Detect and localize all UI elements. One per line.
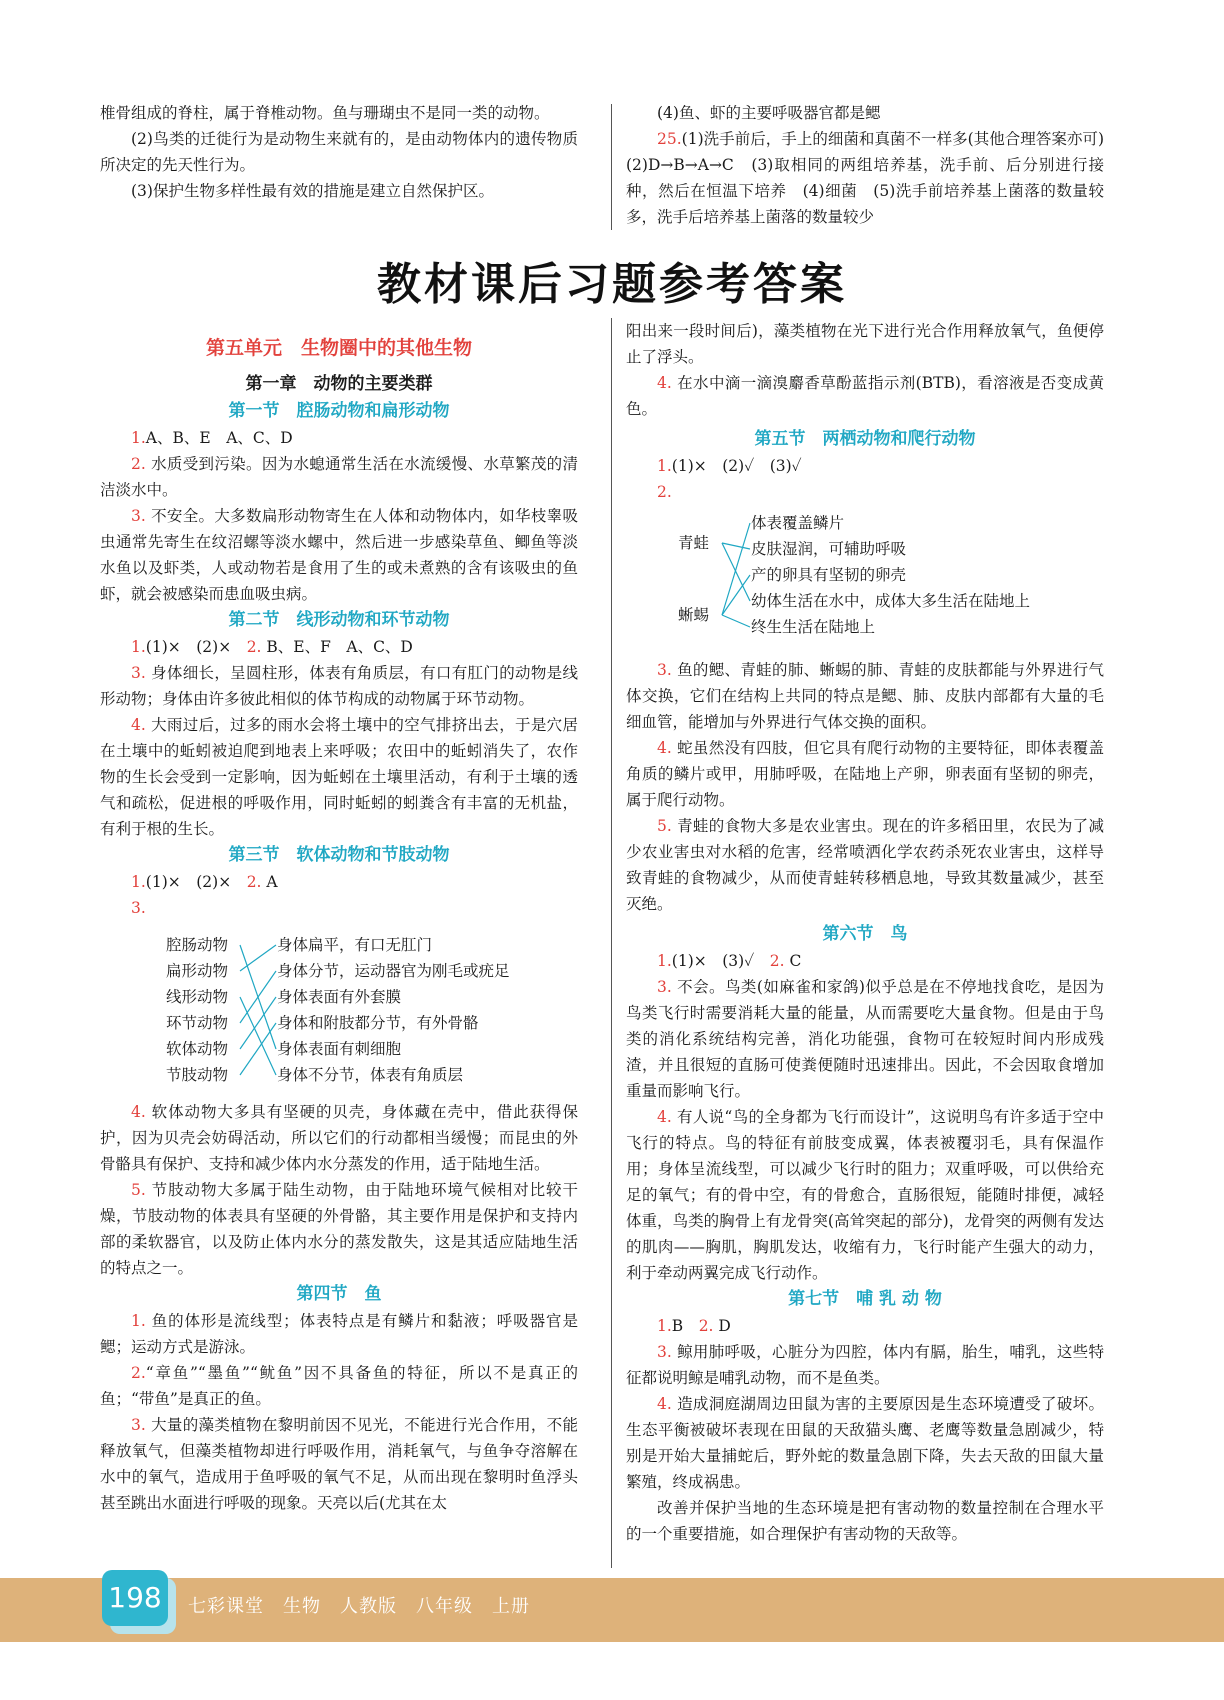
s2-a1-num: 1. bbox=[131, 638, 146, 656]
s3-a5-num: 5. bbox=[131, 1181, 146, 1199]
top-left-column bbox=[100, 100, 578, 204]
s1-answer-2 bbox=[100, 451, 578, 503]
match2-left-lizard: 蜥蜴 bbox=[678, 606, 710, 624]
s6-a4-text: 有人说“鸟的全身都为飞行而设计”，这说明鸟有许多适于空中飞行的特点。鸟的特征有前肢变成翼，体表被覆羽毛，具有保温作用；身体呈流线型，可以减少飞行时的阻力；双重呼吸，可以供给充足的氧气；有的骨中空，有的骨愈合，直肠很短，能随时排便，减轻体重，鸟类的胸骨上有龙骨突(高耸突起的部分)，龙骨突的两侧有发达的肌肉——胸肌，胸肌发达，收缩有力，飞行时能产生强大的动力，利于牵动两翼完成飞行动作。 bbox=[626, 1108, 1104, 1282]
main-column-divider bbox=[611, 318, 612, 1568]
match-right-3: 身体表面有外套膜 bbox=[277, 988, 402, 1006]
s4-a4-num: 4. bbox=[657, 374, 672, 392]
s5-a1-num: 1. bbox=[657, 457, 672, 475]
section-2-title: 第二节 线形动物和环节动物 bbox=[228, 610, 450, 630]
right-column bbox=[626, 318, 1104, 1547]
amphibian-reptile-diagram bbox=[626, 507, 1104, 651]
s6-a3-num: 3. bbox=[657, 978, 672, 996]
s3-a1-text: (1)× (2)× bbox=[145, 873, 247, 891]
section-5-title: 第五节 两栖动物和爬行动物 bbox=[754, 429, 976, 449]
s4-a1-text: 鱼的体形是流线型；体表特点是有鳞片和黏液；呼吸器官是鳃；运动方式是游泳。 bbox=[100, 1312, 578, 1356]
section-3-title: 第三节 软体动物和节肢动物 bbox=[228, 845, 450, 865]
s2-a1-text: (1)× (2)× bbox=[145, 638, 247, 656]
top-left-p2: (2)鸟类的迁徙行为是动物生来就有的，是由动物体内的遗传物质所决定的先天性行为。 bbox=[100, 130, 578, 174]
match2-left-frog: 青蛙 bbox=[678, 534, 710, 552]
s4-a2-num: 2. bbox=[131, 1364, 146, 1382]
s5-a4-text: 蛇虽然没有四肢，但它具有爬行动物的主要特征，即体表覆盖角质的鳞片或甲，用肺呼吸，在陆地上产卵，卵表面有坚韧的卵壳，属于爬行动物。 bbox=[626, 739, 1104, 809]
s5-answer-2 bbox=[626, 479, 1104, 505]
s6-a2-num: 2. bbox=[769, 952, 785, 970]
s3-a4-num: 4. bbox=[131, 1103, 146, 1121]
s5-a5-text: 青蛙的食物大多是农业害虫。现在的许多稻田里，农民为了减少农业害虫对水稻的危害，经常喷洒化学农药杀死农业害虫，这样导致青蛙的食物减少，从而使青蛙转移栖息地，导致其数量减少，甚至灭绝。 bbox=[626, 817, 1104, 913]
s3-a2-text: A bbox=[266, 873, 278, 891]
s2-a3-num: 3. bbox=[131, 664, 146, 682]
match2-right-4: 幼体生活在水中，成体大多生活在陆地上 bbox=[751, 592, 1031, 610]
s4-answer-4 bbox=[626, 370, 1104, 422]
s4-a3-text: 大量的藻类植物在黎明前因不见光，不能进行光合作用，不能释放氧气，但藻类植物却进行呼吸作用，消耗氧气，与鱼争夺溶解在水中的氧气，造成用于鱼呼吸的氧气不足，从而出现在黎明时鱼浮头甚至跳出水面进行呼吸的现象。天亮以后(尤其在太 bbox=[100, 1416, 578, 1512]
match-left-6: 节肢动物 bbox=[166, 1066, 229, 1084]
s3-a4-text: 软体动物大多具有坚硬的贝壳，身体藏在壳中，借此获得保护，因为贝壳会妨碍活动，所以它们的行动都相当缓慢；而昆虫的外骨骼具有保护、支持和减少体内水分蒸发的作用，适于陆地生活。 bbox=[100, 1103, 578, 1173]
s2-a3-text: 身体细长，呈圆柱形，体表有角质层，有口有肛门的动物是线形动物；身体由许多彼此相似的体节构成的动物属于环节动物。 bbox=[100, 664, 578, 708]
s4-a2-text: “章鱼”“墨鱼”“鱿鱼”因不具备鱼的特征，所以不是真正的鱼；“带鱼”是真正的鱼。 bbox=[100, 1364, 578, 1408]
match-right-2: 身体分节，运动器官为刚毛或疣足 bbox=[277, 962, 510, 980]
match2-right-5: 终生生活在陆地上 bbox=[751, 618, 876, 636]
match-left-4: 环节动物 bbox=[166, 1014, 229, 1032]
section-1-title: 第一节 腔肠动物和扁形动物 bbox=[228, 401, 450, 421]
s6-a1-num: 1. bbox=[657, 952, 672, 970]
s3-answer-4 bbox=[100, 1099, 578, 1177]
s3-a1-num: 1. bbox=[131, 873, 146, 891]
q25-text: (1)洗手前后，手上的细菌和真菌不一样多(其他合理答案亦可) (2)D→B→A→C (3)取相同的两组培养基，洗手前、后分别进行接种，然后在恒温下培养 (4)细菌 (5)洗手前培养基上菌落的数量较多，洗手后培养基上菌落的数量较少 bbox=[626, 130, 1120, 226]
s4-answer-2 bbox=[100, 1360, 578, 1412]
s3-a3-num: 3. bbox=[131, 899, 146, 917]
section-4-title: 第四节 鱼 bbox=[296, 1284, 382, 1304]
s7-a1-text: B bbox=[671, 1317, 699, 1335]
footer-band bbox=[0, 1578, 1224, 1642]
s4-a4-text: 在水中滴一滴溴麝香草酚蓝指示剂(BTB)，看溶液是否变成黄色。 bbox=[626, 374, 1105, 418]
s5-a4-num: 4. bbox=[657, 739, 672, 757]
match-right-4: 身体和附肢都分节，有外骨骼 bbox=[277, 1014, 479, 1032]
match-right-5: 身体表面有刺细胞 bbox=[277, 1040, 402, 1058]
left-column bbox=[100, 326, 578, 1516]
s2-answer-1 bbox=[100, 634, 578, 660]
s5-a5-num: 5. bbox=[657, 817, 672, 835]
s6-answer-3 bbox=[626, 974, 1104, 1104]
match-line-4 bbox=[240, 971, 276, 1023]
section-6-title: 第六节 鸟 bbox=[822, 924, 908, 944]
s5-answer-4 bbox=[626, 735, 1104, 813]
match-right-1: 身体扁平，有口无肛门 bbox=[277, 936, 433, 954]
s1-a3-text: 不安全。大多数扁形动物寄生在人体和动物体内，如华枝睾吸虫通常先寄生在纹沼螺等淡水螺中，然后进一步感染草鱼、鲫鱼等淡水鱼以及虾类，人或动物若是食用了生的或未煮熟的含有该吸虫的鱼虾，就会被感染而患血吸虫病。 bbox=[100, 507, 578, 603]
s7-a4-text: 造成洞庭湖周边田鼠为害的主要原因是生态环境遭受了破坏。生态平衡被破坏表现在田鼠的天敌猫头鹰、老鹰等数量急剧减少，特别是开始大量捕蛇后，野外蛇的数量急剧下降，失去天敌的田鼠大量繁殖，终成祸患。 bbox=[626, 1395, 1104, 1491]
s7-a1-num: 1. bbox=[657, 1317, 672, 1335]
s6-a3-text: 不会。鸟类(如麻雀和家鸽)似乎总是在不停地找食吃，是因为鸟类飞行时需要消耗大量的能量，从而需要吃大量食物。但是由于鸟类的消化系统结构完善，消化功能强，食物可在较短时间内形成残渣，并且很短的直肠可使粪便随时迅速排出。因此，不会因取食增加重量而影响飞行。 bbox=[626, 978, 1104, 1100]
s3-answer-1 bbox=[100, 869, 578, 895]
match2-line-4 bbox=[722, 575, 750, 615]
s2-a4-text: 大雨过后，过多的雨水会将土壤中的空气排挤出去，于是穴居在土壤中的蚯蚓被迫爬到地表上来呼吸；农田中的蚯蚓消失了，农作物的生长会受到一定影响，因为蚯蚓在土壤里活动，有利于土壤的透气和疏松，促进根的呼吸作用，同时蚯蚓的蚓粪含有丰富的无机盐，有利于根的生长。 bbox=[100, 716, 578, 838]
s7-a2-text: D bbox=[718, 1317, 731, 1335]
s7-a3-num: 3. bbox=[657, 1343, 672, 1361]
top-right-column bbox=[626, 100, 1120, 230]
s1-a1-num: 1. bbox=[131, 429, 146, 447]
match-line-3 bbox=[240, 997, 276, 1075]
s3-a5-text: 节肢动物大多属于陆生动物，由于陆地环境气候相对比较干燥，节肢动物的体表具有坚硬的外骨骼，其主要作用是保护和支持内部的柔软器官，以及防止体内水分的蒸发散失，这是其适应陆地生活的特点之一。 bbox=[100, 1181, 578, 1277]
s5-answer-5 bbox=[626, 813, 1104, 917]
s4-a3-num: 3. bbox=[131, 1416, 146, 1434]
q25-number: 25. bbox=[657, 130, 682, 148]
match-left-5: 软体动物 bbox=[166, 1040, 229, 1058]
s7-a4-num: 4. bbox=[657, 1395, 672, 1413]
s2-answer-4 bbox=[100, 712, 578, 842]
s5-a3-text: 鱼的鳃、青蛙的肺、蜥蜴的肺、青蛙的皮肤都能与外界进行气体交换，它们在结构上共同的特点是鳃、肺、皮肤内部都有大量的毛细血管，能增加与外界进行气体交换的面积。 bbox=[626, 661, 1104, 731]
s7-a3-text: 鲸用肺呼吸，心脏分为四腔，体内有膈，胎生，哺乳，这些特征都说明鲸是哺乳动物，而不是鱼类。 bbox=[626, 1343, 1104, 1387]
match2-line-3 bbox=[722, 523, 750, 615]
match-left-1: 腔肠动物 bbox=[166, 936, 229, 954]
match-line-6 bbox=[240, 1023, 276, 1075]
s6-answer-1 bbox=[626, 948, 1104, 974]
match2-right-3: 产的卵具有坚韧的卵壳 bbox=[751, 566, 907, 584]
s5-a1-text: (1)× (2)✓ (3)✓ bbox=[671, 457, 802, 475]
match2-lines bbox=[626, 507, 1104, 651]
s3-answer-5 bbox=[100, 1177, 578, 1281]
match-left-2: 扁形动物 bbox=[166, 962, 229, 980]
s5-a3-num: 3. bbox=[657, 661, 672, 679]
s4-answer-1 bbox=[100, 1308, 578, 1360]
s6-a4-num: 4. bbox=[657, 1108, 672, 1126]
s7-a2-num: 2. bbox=[698, 1317, 714, 1335]
match-line-2 bbox=[240, 945, 276, 971]
s3-answer-3 bbox=[100, 895, 578, 921]
s2-a2-text: B、E、F A、C、D bbox=[266, 638, 413, 656]
s2-a2-num: 2. bbox=[246, 638, 262, 656]
top-left-p3: (3)保护生物多样性最有效的措施是建立自然保护区。 bbox=[131, 182, 494, 200]
s7-paragraph-5: 改善并保护当地的生态环境是把有害动物的数量控制在合理水平的一个重要措施，如合理保护有害动物的天敌等。 bbox=[626, 1499, 1104, 1543]
s4-answer-3 bbox=[100, 1412, 578, 1516]
match-left-3: 线形动物 bbox=[166, 988, 229, 1006]
s6-a1-text: (1)× (3)✓ bbox=[671, 952, 770, 970]
match2-line-5 bbox=[722, 615, 750, 627]
s1-answer-1 bbox=[100, 425, 578, 451]
s2-a4-num: 4. bbox=[131, 716, 146, 734]
chapter-title: 第一章 动物的主要类群 bbox=[245, 374, 433, 394]
s1-a1-text: A、B、E A、C、D bbox=[145, 429, 293, 447]
s6-answer-4 bbox=[626, 1104, 1104, 1286]
top-column-divider bbox=[611, 104, 612, 230]
main-title: 教材课后习题参考答案 bbox=[377, 259, 847, 310]
match2-right-2: 皮肤湿润，可辅助呼吸 bbox=[751, 540, 907, 558]
s2-answer-3 bbox=[100, 660, 578, 712]
s6-a2-text: C bbox=[789, 952, 802, 970]
section-7-title: 第七节 哺 乳 动 物 bbox=[788, 1289, 942, 1309]
s4-answer-3-continued: 阳出来一段时间后)，藻类植物在光下进行光合作用释放氧气，鱼便停止了浮头。 bbox=[626, 322, 1104, 366]
match-right-6: 身体不分节，体表有角质层 bbox=[277, 1066, 464, 1084]
match2-right-1: 体表覆盖鳞片 bbox=[751, 514, 845, 532]
top-left-p1: 椎骨组成的脊柱，属于脊椎动物。鱼与珊瑚虫不是同一类的动物。 bbox=[100, 104, 550, 122]
s7-answer-1 bbox=[626, 1313, 1104, 1339]
s7-answer-4 bbox=[626, 1391, 1104, 1495]
unit-title: 第五单元 生物圈中的其他生物 bbox=[205, 337, 472, 359]
match2-line-2 bbox=[722, 543, 750, 601]
top-right-p1: (4)鱼、虾的主要呼吸器官都是鳃 bbox=[657, 104, 881, 122]
match-line-5 bbox=[240, 997, 276, 1049]
s1-a2-text: 水质受到污染。因为水螅通常生活在水流缓慢、水草繁茂的清洁淡水中。 bbox=[100, 455, 578, 499]
page-number: 198 bbox=[102, 1570, 168, 1626]
s5-answer-1 bbox=[626, 453, 1104, 479]
footer-book-info: 七彩课堂 生物 人教版 八年级 上册 bbox=[188, 1596, 530, 1617]
animal-matching-diagram bbox=[100, 925, 578, 1093]
s4-a1-num: 1. bbox=[131, 1312, 146, 1330]
s3-a2-num: 2. bbox=[246, 873, 262, 891]
match2-line-1 bbox=[722, 543, 750, 549]
s1-answer-3 bbox=[100, 503, 578, 607]
s5-answer-3 bbox=[626, 657, 1104, 735]
s1-a2-num: 2. bbox=[131, 455, 146, 473]
s1-a3-num: 3. bbox=[131, 507, 146, 525]
s7-answer-3 bbox=[626, 1339, 1104, 1391]
q25-answer bbox=[626, 126, 1120, 230]
match-lines bbox=[100, 925, 578, 1093]
s5-a2-num: 2. bbox=[657, 483, 672, 501]
